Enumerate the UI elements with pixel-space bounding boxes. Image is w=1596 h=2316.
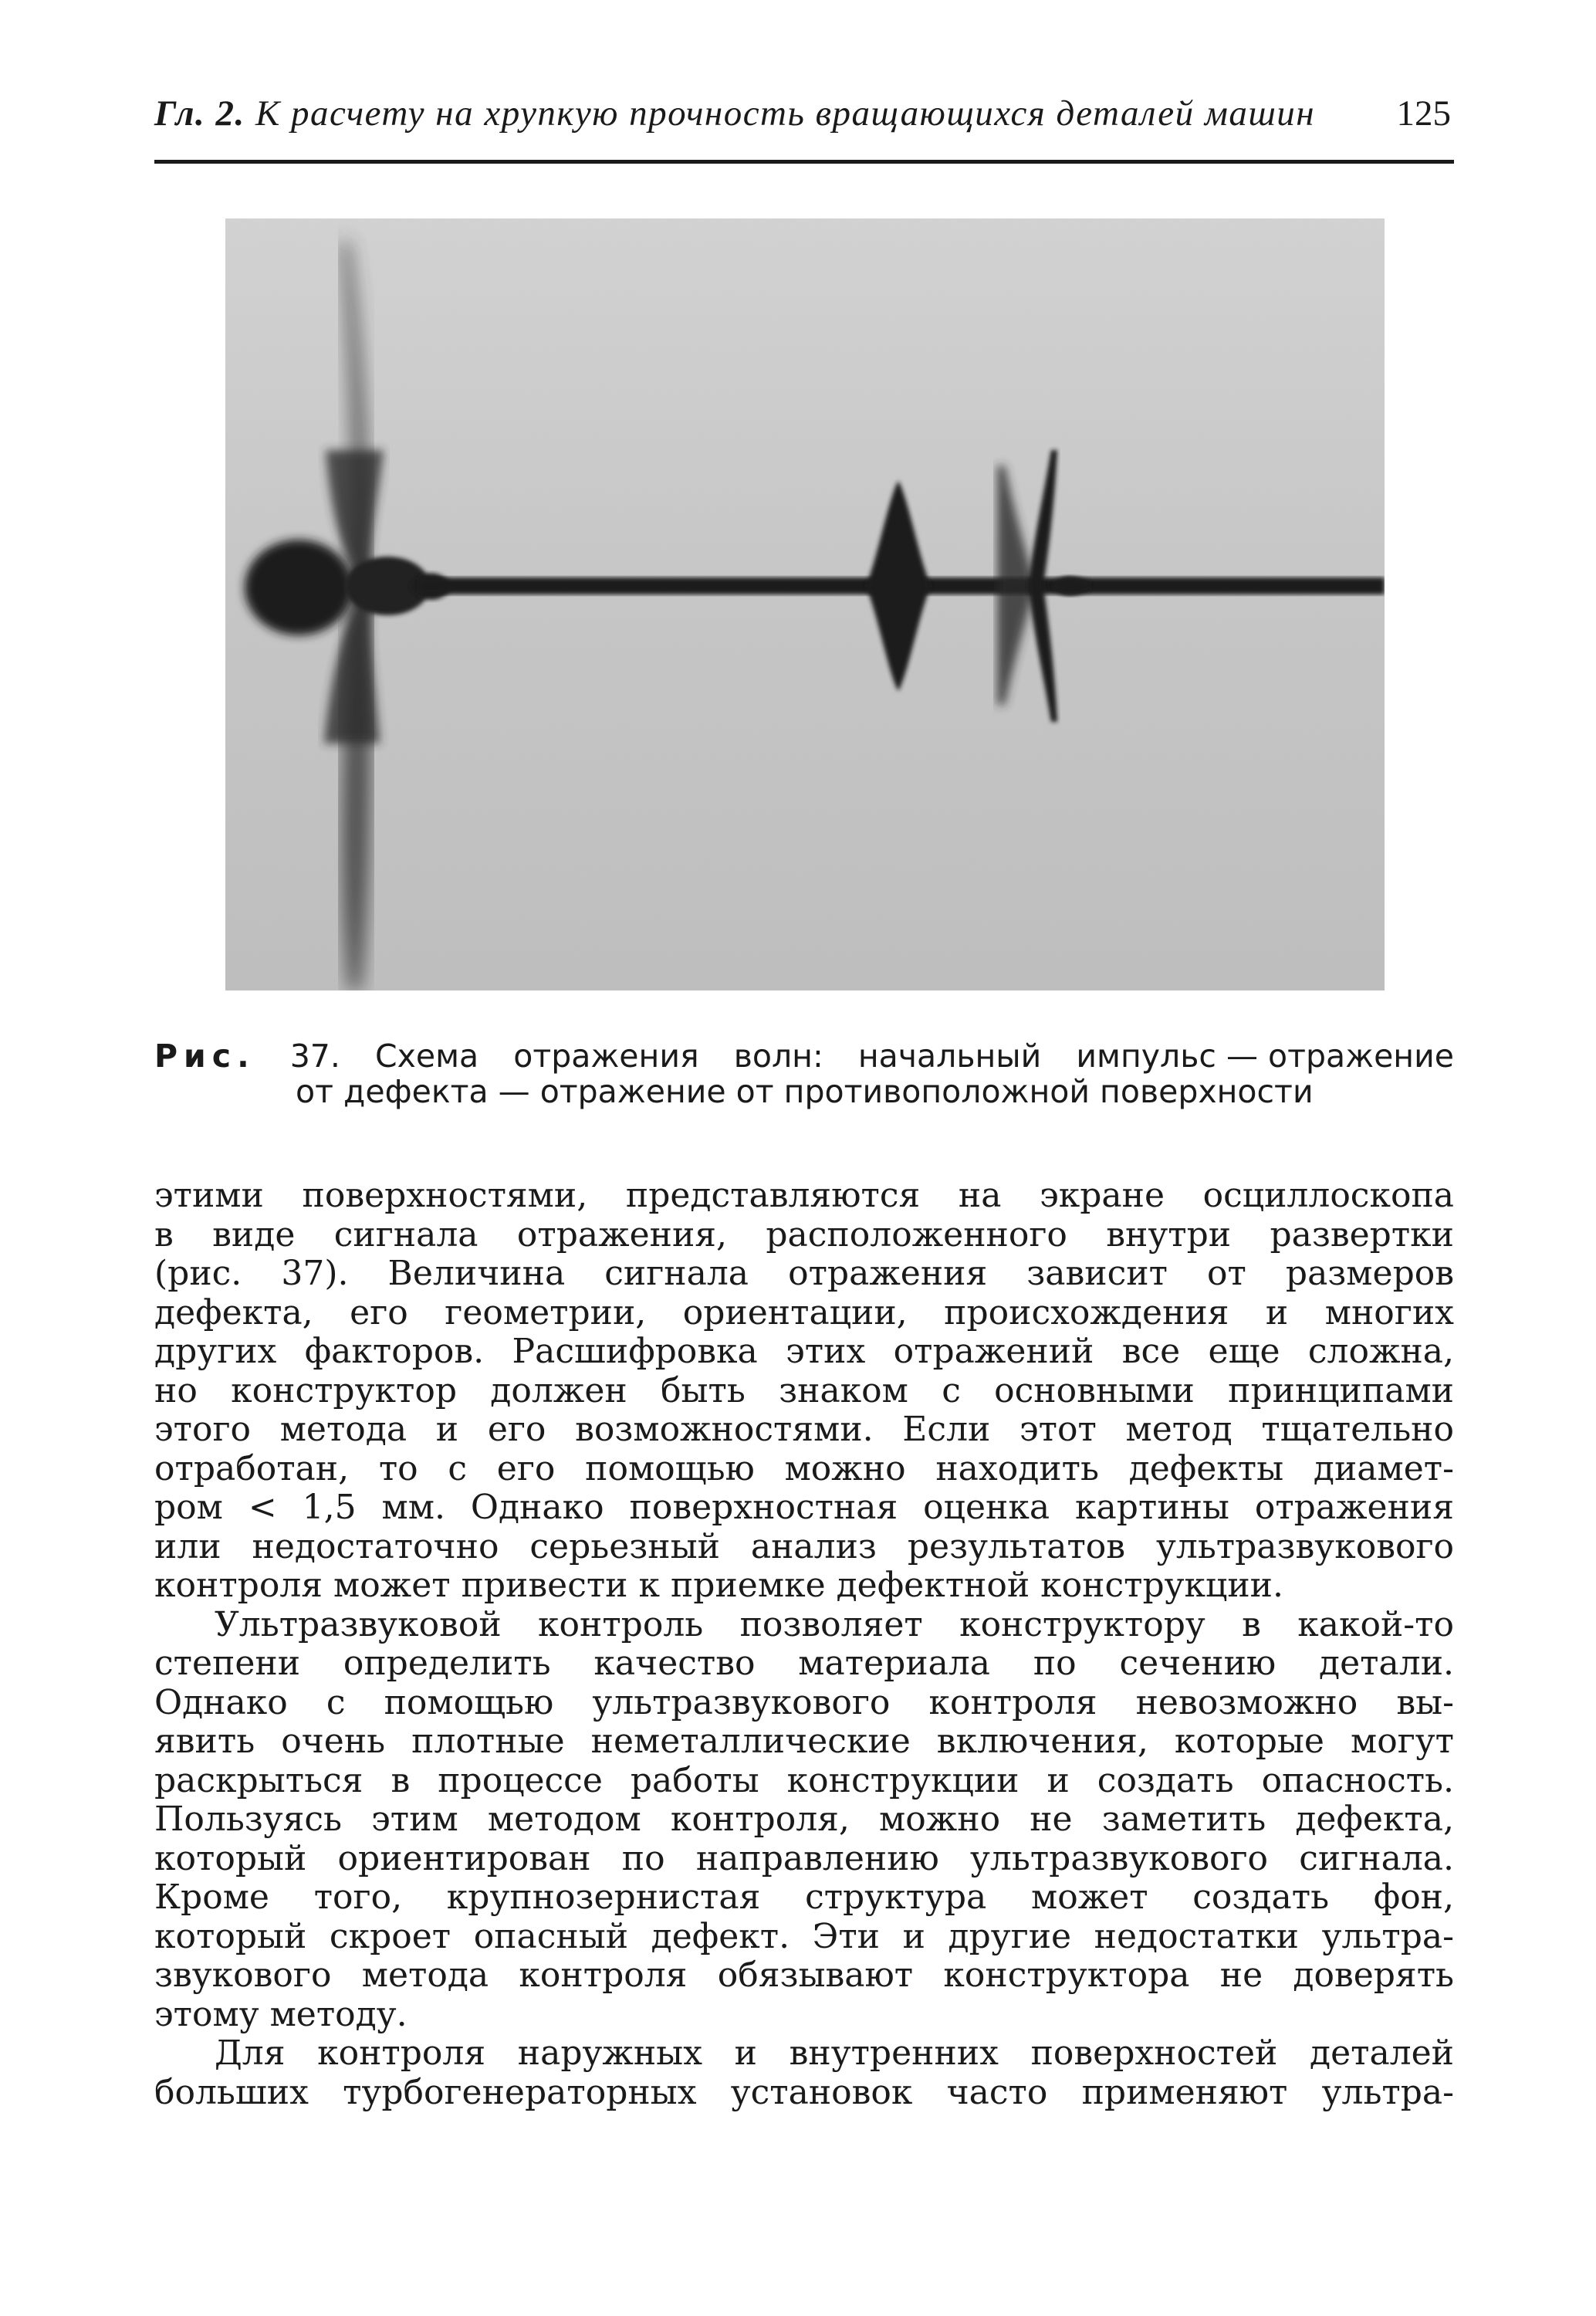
text-line: (рис. 37). Величина сигнала отражения зависит от размеров <box>154 1254 1454 1293</box>
caption-line-1 <box>154 1038 1454 1074</box>
text-line: в виде сигнала отражения, расположенного внутри развертки <box>154 1214 1454 1254</box>
text-line: других факторов. Расшифровка этих отражений все еще сложна, <box>154 1332 1454 1371</box>
caption-word: волн: <box>733 1038 823 1075</box>
text-line: Для контроля наружных и внутренних поверхностей деталей <box>215 2033 1454 2073</box>
page-header <box>154 93 1451 147</box>
caption-word: Схема <box>375 1038 479 1075</box>
figure-label: Рис. <box>154 1038 255 1075</box>
body-text <box>154 1177 1454 2112</box>
text-line: Пользуясь этим методом контроля, можно не заметить дефекта, <box>154 1800 1454 1839</box>
paragraph-3 <box>154 2034 1454 2112</box>
text-line: Однако с помощью ультразвукового контроля невозможно вы- <box>154 1682 1454 1722</box>
text-line: который ориентирован по направлению ультразвукового сигнала. <box>154 1838 1454 1878</box>
text-line: этому методу. <box>154 1994 407 2034</box>
oscilloscope-trace-image <box>225 218 1385 990</box>
paragraph-1 <box>154 1177 1454 1606</box>
text-line: этими поверхностями, представляются на экране осциллоскопа <box>154 1176 1454 1215</box>
figure-number: 37. <box>289 1038 340 1075</box>
text-line: степени определить качество материала по сечению детали. <box>154 1644 1454 1683</box>
header-rule <box>154 160 1454 164</box>
text-line: этого метода и его возможностями. Если этот метод тщательно <box>154 1410 1454 1449</box>
caption-word: отражения <box>513 1038 699 1075</box>
text-line: но конструктор должен быть знаком с основными принципами <box>154 1370 1454 1410</box>
oscilloscope-figure <box>225 218 1385 990</box>
caption-word: начальный <box>857 1038 1042 1075</box>
running-title <box>154 93 1315 134</box>
text-line: больших турбогенераторных установок часто применяют ультра- <box>154 2072 1454 2112</box>
paragraph-2 <box>154 1606 1454 2035</box>
figure-caption <box>154 1038 1454 1109</box>
text-line: ром < 1,5 мм. Однако поверхностная оценка картины отражения <box>154 1488 1454 1527</box>
caption-line-2: от дефекта — отражение от противоположной поверхности <box>296 1073 1314 1110</box>
text-line: или недостаточно серьезный анализ результатов ультразвукового <box>154 1526 1454 1566</box>
chapter-label: Гл. 2. <box>154 93 245 134</box>
text-line: Кроме того, крупнозернистая структура может создать фон, <box>154 1878 1454 1917</box>
text-line: который скроет опасный дефект. Эти и другие недостатки ультра- <box>154 1916 1454 1956</box>
caption-word: импульс — отражение <box>1076 1038 1454 1075</box>
chapter-title: К расчету на хрупкую прочность вращающихся деталей машин <box>255 93 1316 134</box>
text-line: контроля может привести к приемке дефектной конструкции. <box>154 1566 1283 1605</box>
text-line: раскрыться в процессе работы конструкции и создать опасность. <box>154 1760 1454 1800</box>
page-number: 125 <box>1396 93 1451 134</box>
text-line: явить очень плотные неметаллические включения, которые могут <box>154 1722 1454 1761</box>
text-line: звукового метода контроля обязывают конструктора не доверять <box>154 1955 1454 1995</box>
text-line: отработан, то с его помощью можно находить дефекты диамет- <box>154 1448 1454 1488</box>
text-line: Ультразвуковой контроль позволяет конструктору в какой-то <box>215 1604 1454 1644</box>
text-line: дефекта, его геометрии, ориентации, происхождения и многих <box>154 1292 1454 1332</box>
